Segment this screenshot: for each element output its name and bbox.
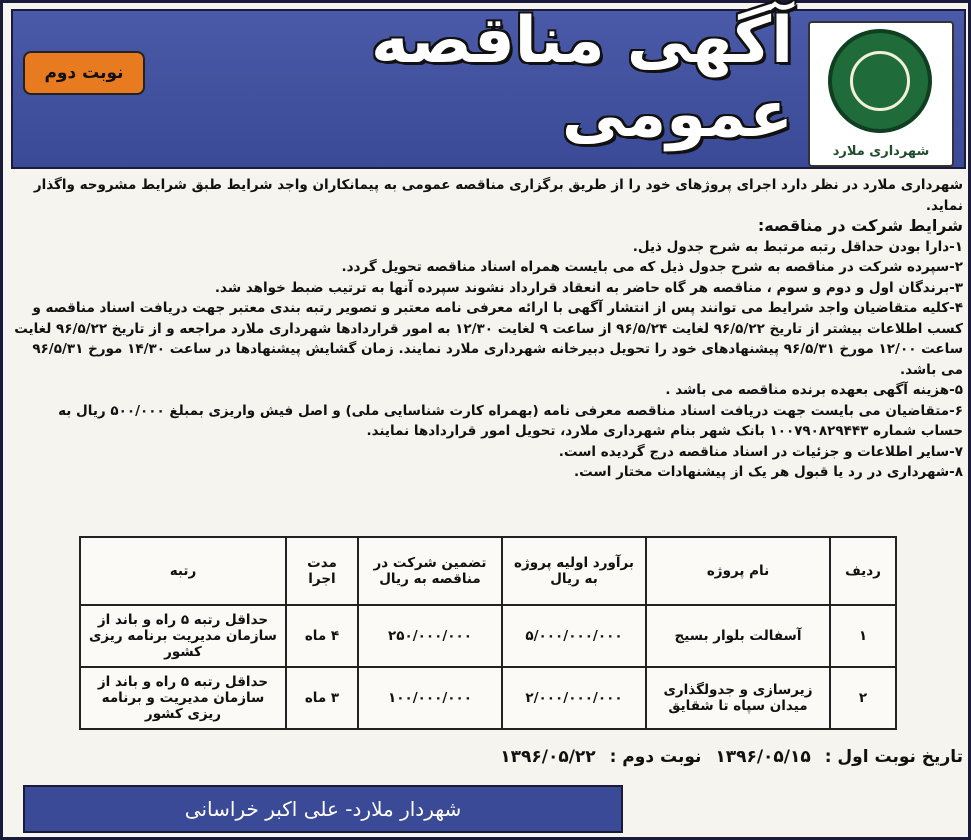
cell-grade: حداقل رتبه ۵ راه و باند از سازمان مدیریت برنامه ریزی کشور	[80, 605, 286, 667]
mayor-signature-bar: شهردار ملارد- علی اکبر خراسانی	[23, 785, 623, 833]
cell-project-name: زیرسازی و جدولگذاری میدان سپاه تا شقایق	[646, 667, 830, 729]
emblem-inner-ring	[850, 51, 910, 111]
header-project-name: نام پروژه	[646, 537, 830, 605]
cell-estimate: ۲/۰۰۰/۰۰۰/۰۰۰	[502, 667, 646, 729]
intro-text: شهرداری ملارد در نظر دارد اجرای پروژهای خود را از طریق برگزاری مناقصه عمومی به پیمانکاران واجد شرایط طبق شرایط مشروحه واگذار نماید.	[33, 177, 963, 214]
table-row	[80, 605, 896, 667]
cell-duration: ۳ ماه	[286, 667, 358, 729]
cell-duration: ۴ ماه	[286, 605, 358, 667]
page-title: آگهی مناقصه عمومی	[371, 4, 793, 152]
header-estimate: برآورد اولیه پروژه به ریال	[502, 537, 646, 605]
cell-row-number: ۱	[830, 605, 896, 667]
condition-item: ۱-دارا بودن حداقل رتبه مرتبط به شرح جدول ذیل.	[632, 238, 963, 255]
logo-caption: شهرداری ملارد	[832, 144, 930, 159]
publication-dates	[443, 747, 963, 767]
header-row-number: ردیف	[830, 537, 896, 605]
cell-project-name: آسفالت بلوار بسیج	[646, 605, 830, 667]
conditions-title: شرایط شرکت در مناقصه:	[757, 216, 963, 235]
header-duration: مدت اجرا	[286, 537, 358, 605]
cell-guarantee: ۱۰۰/۰۰۰/۰۰۰	[358, 667, 502, 729]
condition-item: ۵-هزینه آگهی بعهده برنده مناقصه می باشد .	[665, 382, 963, 398]
first-round-label: تاریخ نوبت اول :	[824, 747, 963, 767]
condition-item: ۳-برندگان اول و دوم و سوم ، مناقصه هر گاه حاضر به انعقاد قرارداد نشوند سپرده آنها به ترتیب ضبط خواهد شد.	[214, 279, 963, 296]
condition-item: ۸-شهرداری در رد یا قبول هر یک از پیشنهادات مختار است.	[574, 464, 963, 480]
cell-grade: حداقل رتبه ۵ راه و باند از سازمان مدیریت و برنامه ریزی کشور	[80, 667, 286, 729]
table-row	[80, 667, 896, 729]
condition-item: ۶-متقاضیان می بایست جهت دریافت اسناد مناقصه معرفی نامه (بهمراه کارت شناسایی ملی) و اصل فیش واریزی بمبلغ ۵۰۰/۰۰۰ ریال به حساب شماره ۱۰۰۷۹۰۸۲۹۴۴۳ بانک شهر بنام شهرداری ملارد، تحویل امور قراردادها نمایند.	[58, 402, 963, 439]
cell-estimate: ۵/۰۰۰/۰۰۰/۰۰۰	[502, 605, 646, 667]
second-round-date: ۱۳۹۶/۰۵/۲۲	[500, 747, 596, 767]
projects-table	[79, 536, 897, 730]
municipality-logo	[808, 21, 954, 167]
condition-item: ۴-کلیه متقاضیان واجد شرایط می توانند پس از انتشار آگهی با ارائه معرفی نامه معتبر و تصویر رتبه بندی معتبر جهت دریافت اسناد مناقصه و کسب اطلاعات بیشتر از تاریخ ۹۶/۵/۲۲ لغایت ۹۶/۵/۲۴ از ساعت ۹ لغایت ۱۲/۳۰ به امور قراردادها شهرداری ملارد مراجعه و از تاریخ ۹۶/۵/۲۲ لغایت ساعت ۱۲/۰۰ مورخ ۹۶/۵/۳۱ پیشنهادهای خود را تحویل دبیرخانه شهرداری ملارد نمایند. زمان گشایش پیشنهادها در ساعت ۱۴/۳۰ مورخ ۹۶/۵/۳۱ می باشد.	[14, 300, 963, 378]
header-grade: رتبه	[80, 537, 286, 605]
emblem-icon	[828, 29, 932, 133]
second-round-badge: نوبت دوم	[23, 51, 145, 95]
table-header-row	[80, 537, 896, 605]
header-guarantee: تضمین شرکت در مناقصه به ریال	[358, 537, 502, 605]
header-banner	[11, 4, 966, 169]
condition-item: ۷-سایر اطلاعات و جزئیات در اسناد مناقصه درج گردیده است.	[558, 443, 963, 460]
notice-body	[13, 175, 963, 483]
first-round-date: ۱۳۹۶/۰۵/۱۵	[715, 747, 811, 767]
cell-row-number: ۲	[830, 667, 896, 729]
second-round-label: نوبت دوم :	[609, 747, 702, 767]
condition-item: ۲-سپرده شرکت در مناقصه به شرح جدول ذیل که می بایست همراه اسناد مناقصه تحویل گردد.	[341, 259, 963, 275]
cell-guarantee: ۲۵۰/۰۰۰/۰۰۰	[358, 605, 502, 667]
